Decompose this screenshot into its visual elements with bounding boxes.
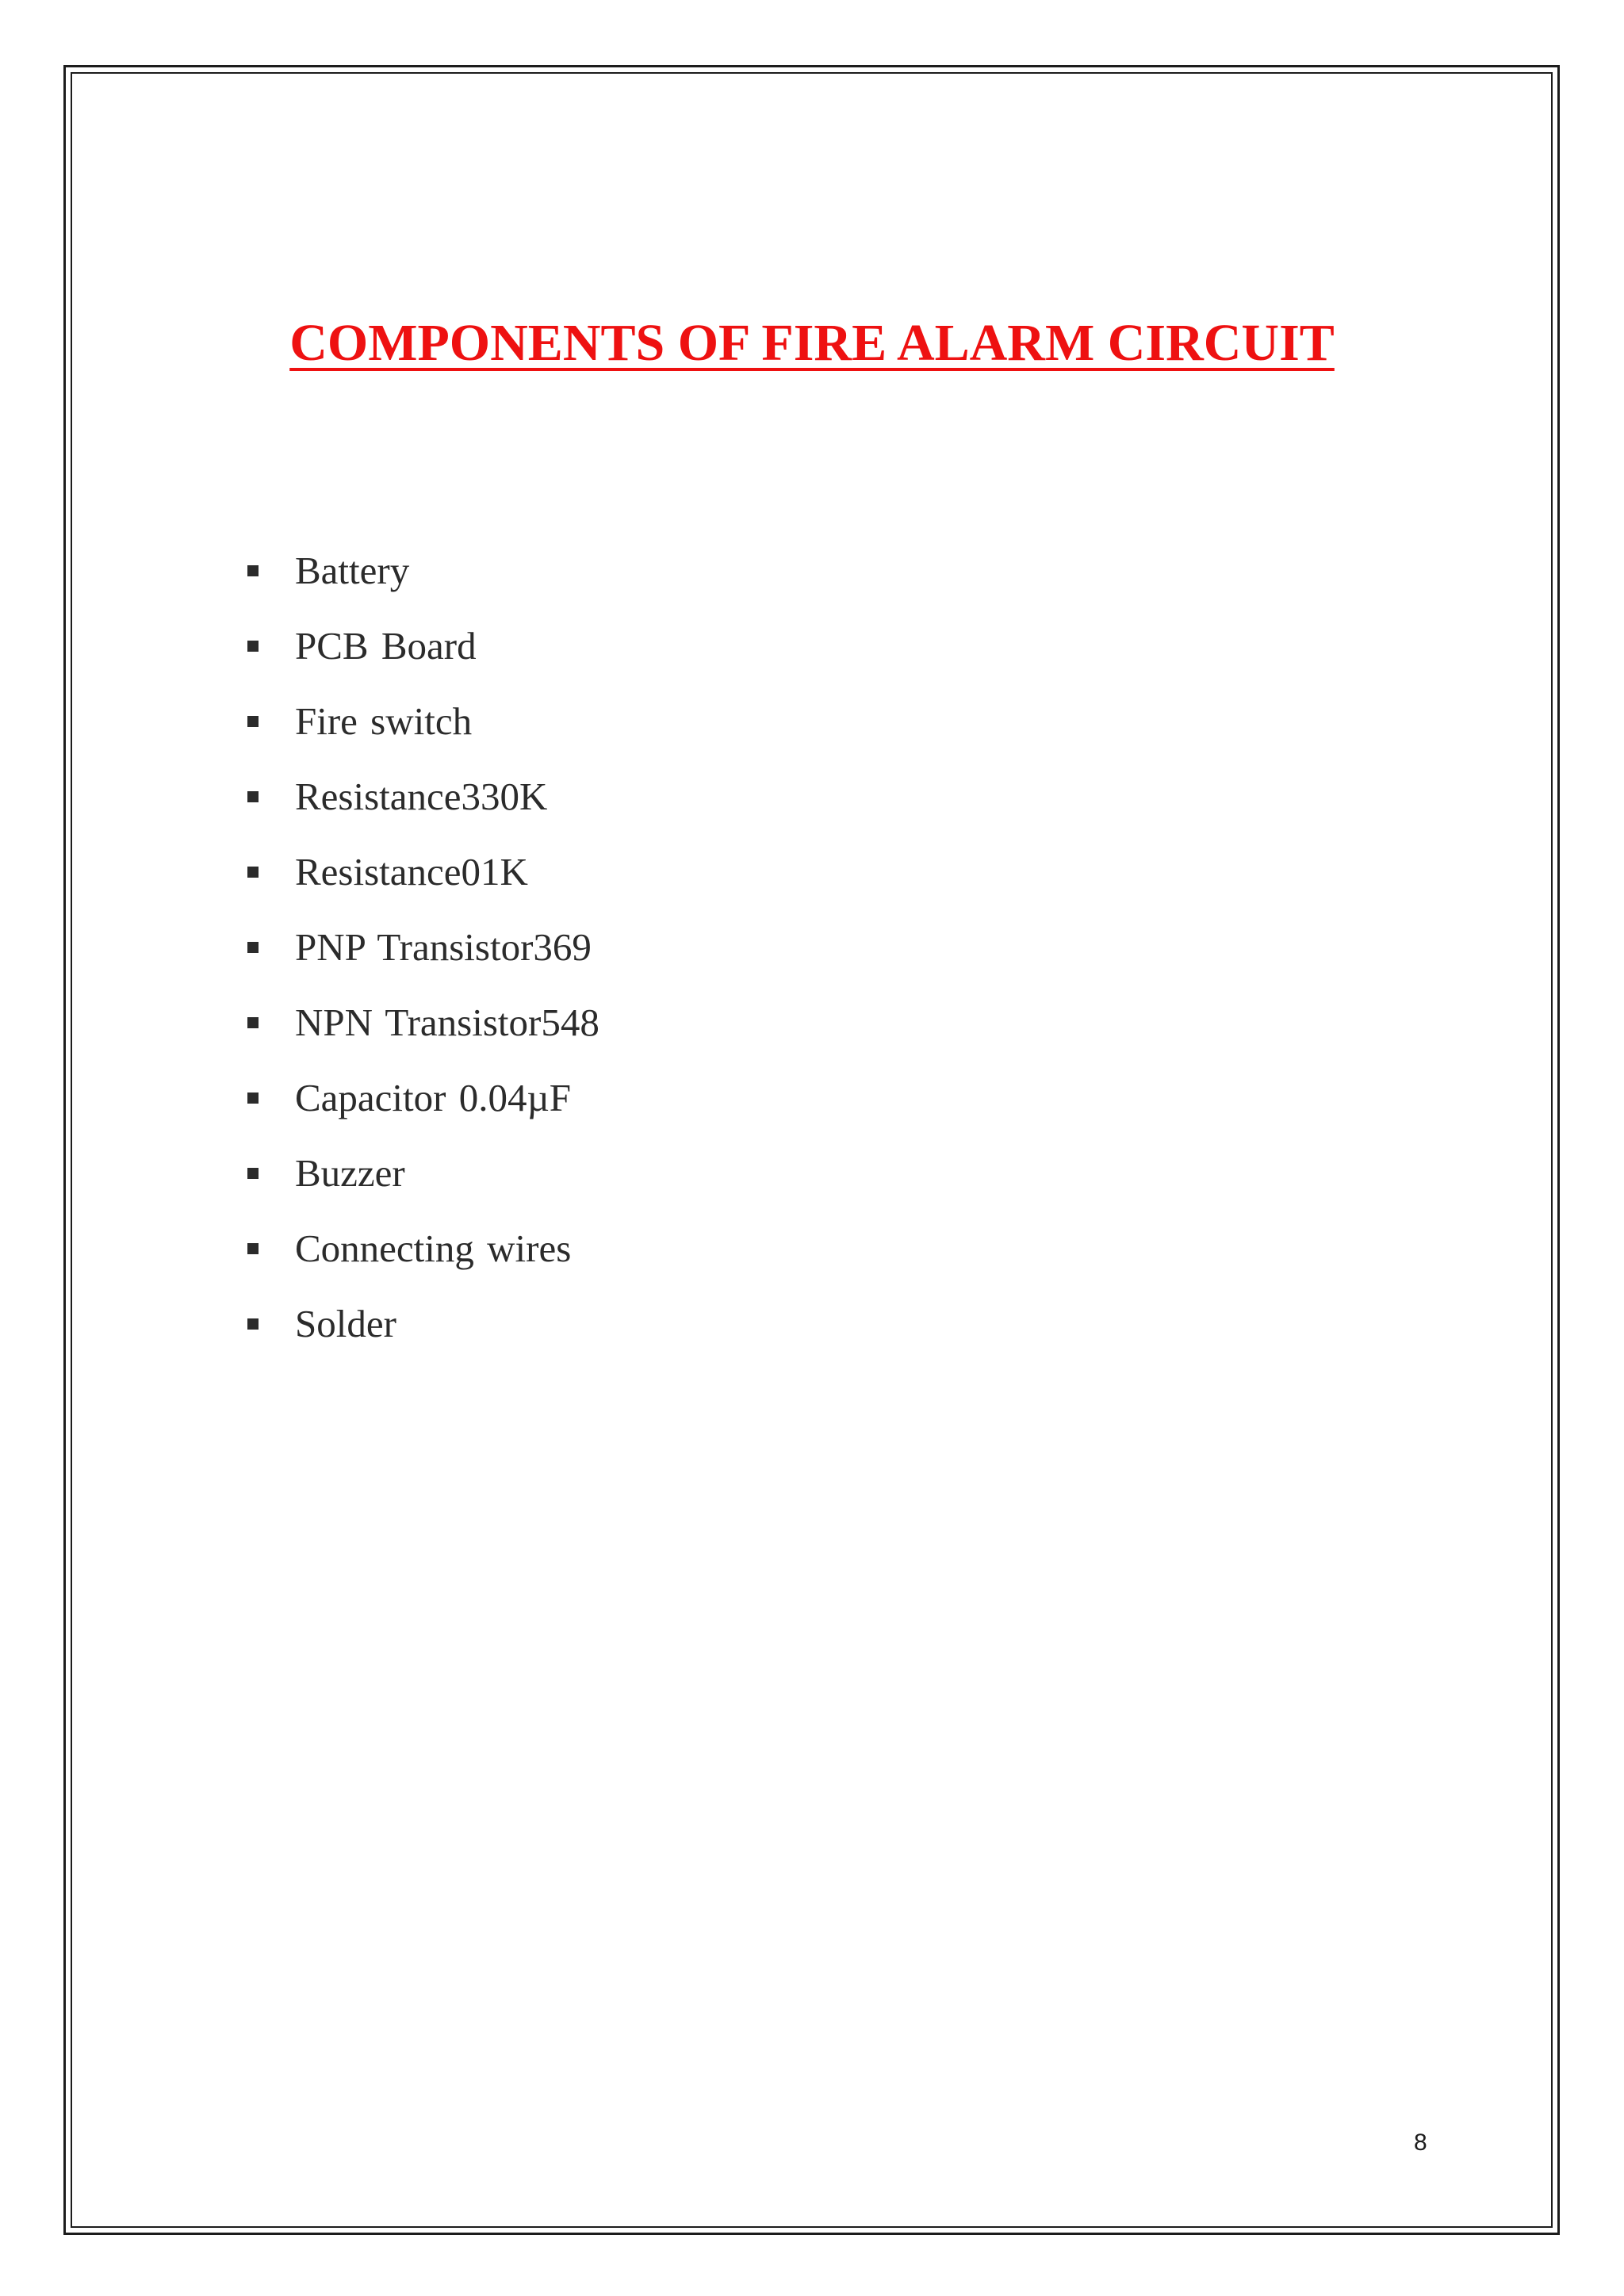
list-item xyxy=(247,1286,599,1361)
square-bullet-icon xyxy=(247,867,259,878)
list-item xyxy=(247,909,599,985)
list-item-label: Buzzer xyxy=(295,1151,405,1195)
list-item xyxy=(247,608,599,683)
list-item-label: Resistance330K xyxy=(295,775,548,818)
square-bullet-icon xyxy=(247,1017,259,1028)
list-item-label: Battery xyxy=(295,549,410,592)
components-list xyxy=(247,533,599,1361)
list-item-label: Solder xyxy=(295,1302,396,1345)
list-item xyxy=(247,1135,599,1211)
list-item-label: NPN Transistor548 xyxy=(295,1001,599,1044)
square-bullet-icon xyxy=(247,791,259,802)
list-item-label: PNP Transistor369 xyxy=(295,925,592,969)
list-item-label: Resistance01K xyxy=(295,850,528,894)
page-number: 8 xyxy=(1414,2130,1427,2156)
list-item-label: Capacitor 0.04µF xyxy=(295,1076,571,1119)
square-bullet-icon xyxy=(247,716,259,727)
list-item xyxy=(247,683,599,759)
square-bullet-icon xyxy=(247,565,259,576)
list-item-label: PCB Board xyxy=(295,624,477,668)
page-title-text: COMPONENTS OF FIRE ALARM CIRCUIT xyxy=(289,314,1335,372)
page-title xyxy=(0,308,1624,379)
list-item xyxy=(247,834,599,909)
square-bullet-icon xyxy=(247,641,259,652)
list-item xyxy=(247,985,599,1060)
square-bullet-icon xyxy=(247,1318,259,1330)
list-item xyxy=(247,1211,599,1286)
list-item xyxy=(247,533,599,608)
square-bullet-icon xyxy=(247,1093,259,1104)
square-bullet-icon xyxy=(247,942,259,953)
square-bullet-icon xyxy=(247,1243,259,1254)
list-item-label: Connecting wires xyxy=(295,1226,572,1270)
list-item-label: Fire switch xyxy=(295,699,473,743)
square-bullet-icon xyxy=(247,1168,259,1179)
list-item xyxy=(247,759,599,834)
list-item xyxy=(247,1060,599,1135)
